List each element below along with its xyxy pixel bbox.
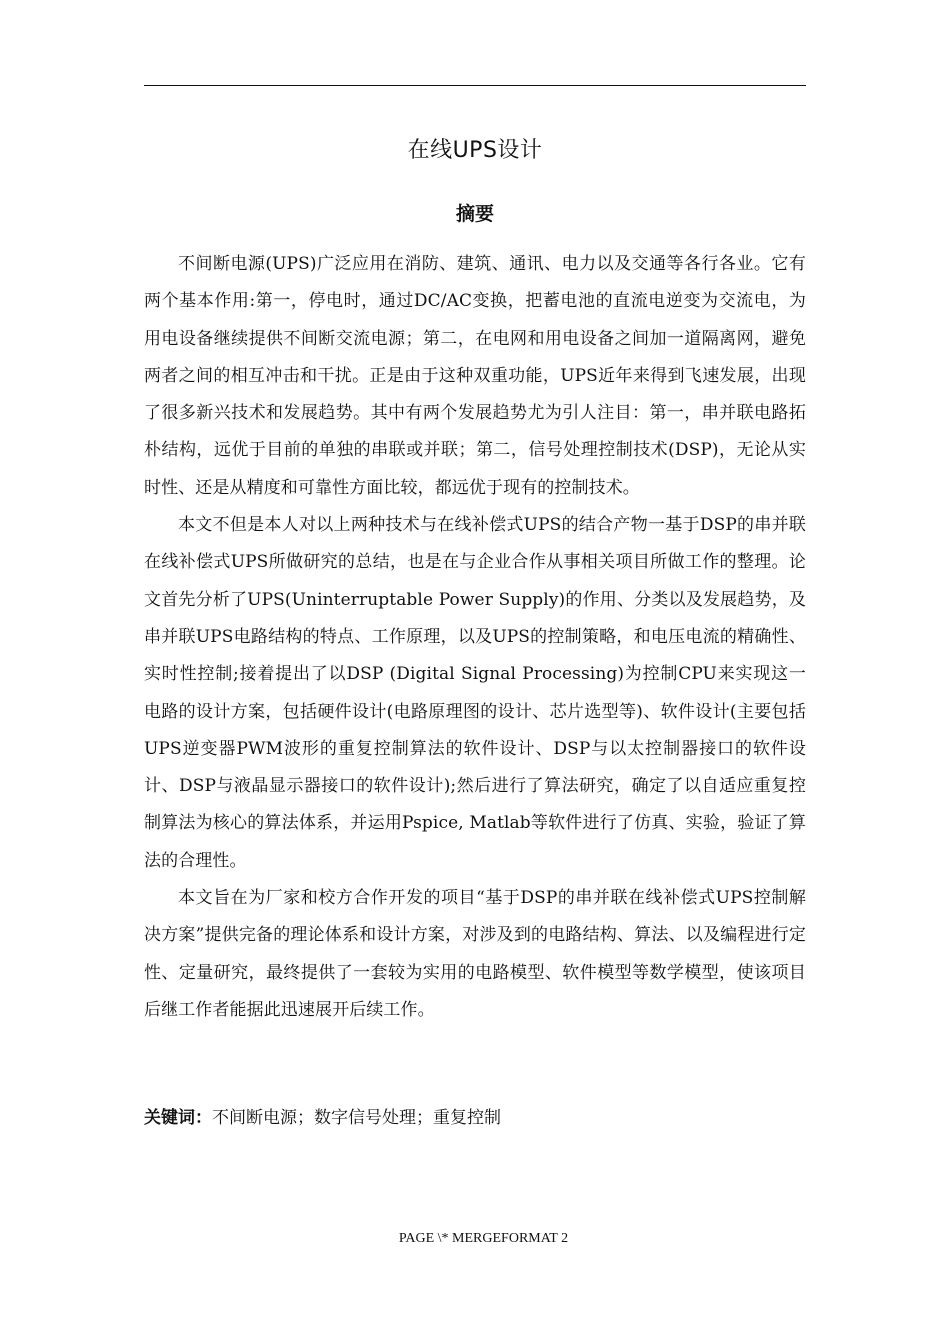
abstract-body	[144, 246, 806, 1029]
keywords-line	[144, 1104, 806, 1132]
keywords-text: 不间断电源；数字信号处理；重复控制	[212, 1108, 501, 1128]
header-rule	[144, 85, 806, 86]
abstract-paragraph-1: 不间断电源(UPS)广泛应用在消防、建筑、通讯、电力以及交通等各行各业。它有两个基本作用:第一，停电时，通过DC/AC变换，把蓄电池的直流电逆变为交流电，为用电设备继续提供不间断交流电源；第二，在电网和用电设备之间加一道隔离网，避免两者之间的相互冲击和干扰。正是由于这种双重功能，UPS近年来得到飞速发展，出现了很多新兴技术和发展趋势。其中有两个发展趋势尤为引人注目：第一，串并联电路拓朴结构，远优于目前的单独的串联或并联；第二，信号处理控制技术(DSP)，无论从实时性、还是从精度和可靠性方面比较，都远优于现有的控制技术。	[144, 254, 806, 498]
abstract-paragraph-2: 本文不但是本人对以上两种技术与在线补偿式UPS的结合产物一基于DSP的串并联在线补偿式UPS所做研究的总结，也是在与企业合作从事相关项目所做工作的整理。论文首先分析了UPS(Uninterruptable Power Supply)的作用、分类以及发展趋势，及串并联UPS电路结构的特点、工作原理，以及UPS的控制策略，和电压电流的精确性、实时性控制;接着提出了以DSP (Digital Signal Processing)为控制CPU来实现这一电路的设计方案，包括硬件设计(电路原理图的设计、芯片选型等)、软件设计(主要包括UPS逆变器PWM波形的重复控制算法的软件设计、DSP与以太控制器接口的软件设计、DSP与液晶显示器接口的软件设计);然后进行了算法研究，确定了以自适应重复控制算法为核心的算法体系，并运用Pspice, Matlab等软件进行了仿真、实验，验证了算法的合理性。	[144, 515, 806, 871]
abstract-paragraph-3: 本文旨在为厂家和校方合作开发的项目“基于DSP的串并联在线补偿式UPS控制解决方案”提供完备的理论体系和设计方案，对涉及到的电路结构、算法、以及编程进行定性、定量研究，最终提供了一套较为实用的电路模型、软件模型等数学模型，使该项目后继工作者能据此迅速展开后续工作。	[144, 888, 806, 1020]
keywords-label: 关键词：	[144, 1108, 212, 1128]
page-footer: PAGE \* MERGEFORMAT 2	[398, 1231, 569, 1246]
document-title: 在线UPS设计	[407, 138, 543, 163]
abstract-heading: 摘要	[455, 203, 494, 225]
